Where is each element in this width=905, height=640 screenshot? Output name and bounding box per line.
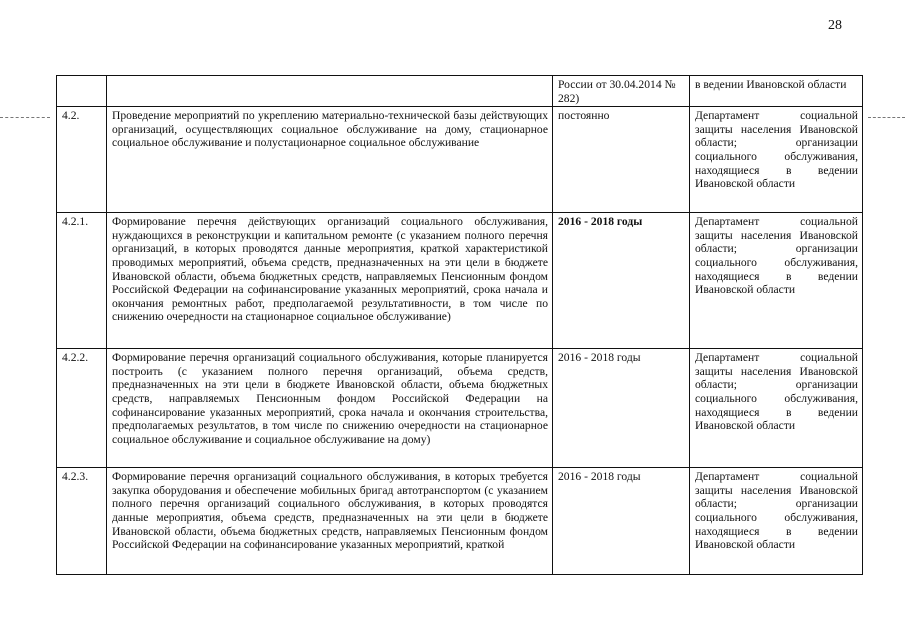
measures-table [56,75,863,575]
left-margin-mark [0,117,50,118]
row-description [107,76,553,107]
row-term: России от 30.04.2014 № 282) [553,76,690,107]
row-term: 2016 - 2018 годы [553,213,690,349]
right-margin-mark [868,117,905,118]
page-number: 28 [828,18,842,33]
table-row [57,213,863,349]
row-responsible: в ведении Ивановской области [690,76,863,107]
table-row [57,349,863,468]
row-number [57,76,107,107]
row-term: постоянно [553,107,690,213]
row-number: 4.2. [57,107,107,213]
row-description: Формирование перечня действующих организаций социального обслуживания, нуждающихся в реконструкции и капитальном ремонте (с указанием полного перечня организаций, в которых проводятся данные мероприятия, краткой характеристикой проводимых мероприятий, объема средств, предназначенных на эти цели в бюджете Ивановской области, объема бюджетных средств, направляемых Пенсионным фондом Российской Федерации на софинансирование указанных мероприятий, срока начала и окончания ремонтных работ, предполагаемой результативности, в том числе по снижению очередности на стационарное социальное обслуживание) [107,213,553,349]
table-row [57,468,863,575]
row-term: 2016 - 2018 годы [553,349,690,468]
row-responsible: Департамент социальной защиты населения Ивановской области; организации социального обслуживания, находящиеся в ведении Ивановской области [690,468,863,575]
table-row [57,107,863,213]
row-responsible: Департамент социальной защиты населения Ивановской области; организации социального обслуживания, находящиеся в ведении Ивановской области [690,349,863,468]
table-row [57,76,863,107]
row-description: Проведение мероприятий по укреплению материально-технической базы действующих организаций, осуществляющих социальное обслуживание на дому, стационарное социальное обслуживание и полустационарное социальное обслуживание [107,107,553,213]
row-description: Формирование перечня организаций социального обслуживания, которые планируется построить (с указанием полного перечня организаций, объема средств, предназначенных на эти цели в бюджете Ивановской области, объема бюджетных средств, направляемых Пенсионным фондом Российской Федерации на софинансирование указанных мероприятий, срока начала и окончания строительства, предполагаемых результатов, в том числе по снижению очередности на стационарное социальное обслуживание и социальное обслуживание на дому) [107,349,553,468]
row-description: Формирование перечня организаций социального обслуживания, в которых требуется закупка оборудования и обеспечение мобильных бригад автотранспортом (с указанием полного перечня организаций социального обслуживания, в которых проводятся данные мероприятия, объема средств, предназначенных на эти цели в бюджете Ивановской области, объема бюджетных средств, направляемых Пенсионным фондом Российской Федерации на софинансирование указанных мероприятий, краткой [107,468,553,575]
row-number: 4.2.1. [57,213,107,349]
row-responsible: Департамент социальной защиты населения Ивановской области; организации социального обслуживания, находящиеся в ведении Ивановской области [690,213,863,349]
row-term: 2016 - 2018 годы [553,468,690,575]
row-number: 4.2.3. [57,468,107,575]
row-number: 4.2.2. [57,349,107,468]
row-responsible: Департамент социальной защиты населения Ивановской области; организации социального обслуживания, находящиеся в ведении Ивановской области [690,107,863,213]
